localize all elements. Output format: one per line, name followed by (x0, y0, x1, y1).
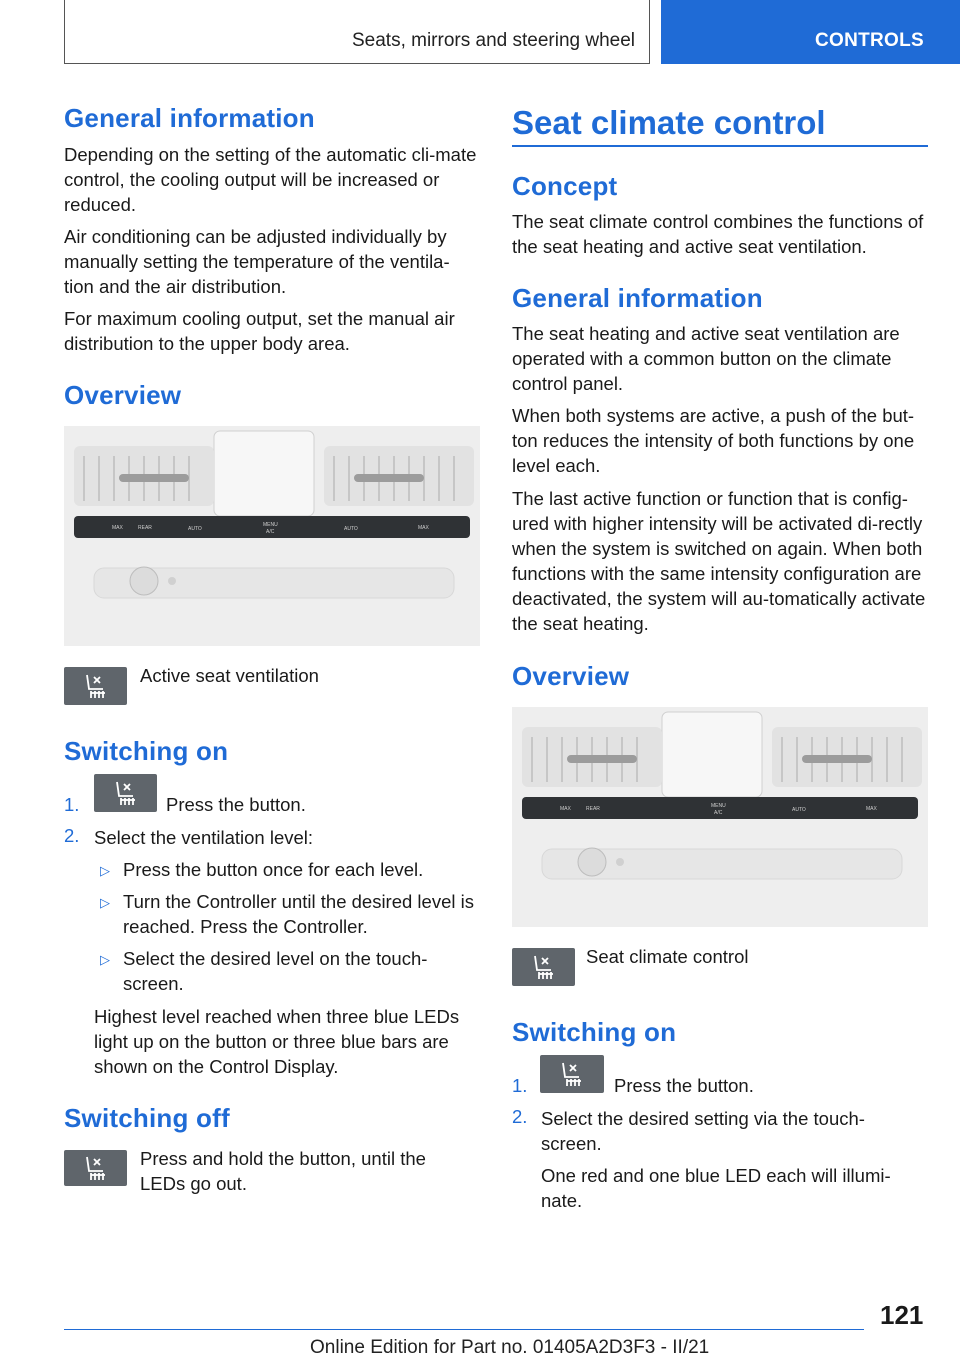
panel-label-ac: A/C (266, 529, 275, 535)
general-paragraph-right-3: The last active function or function that is config-ured with higher intensity will be activated di-rectly when the system is switched on again. When both functions with the same intensity configuration are deactivated, the system will au-tomatically activate the seat heating. (512, 488, 926, 634)
step-2-number: 2. (64, 825, 80, 846)
bullet-1: Press the button once for each level. (123, 859, 424, 880)
general-paragraph-3: For maximum cooling output, set the manual air distribution to the upper body area. (64, 308, 455, 354)
switching-off-heading: Switching off (64, 1103, 230, 1133)
concept-text: The seat climate control combines the functions of the seat heating and active seat ventilation. (512, 211, 924, 257)
step-2-text: Select the ventilation level: (94, 827, 314, 848)
section-title: Seats, mirrors and steering wheel (351, 30, 635, 51)
bullet-marker-2: ▷ (100, 895, 110, 910)
general-information-heading-right: General information (512, 283, 763, 313)
switching-on-heading-right: Switching on (512, 1017, 677, 1047)
panel-label-menu-r: MENU (711, 803, 726, 809)
active-seat-ventilation-caption: Active seat ventilation (140, 665, 319, 686)
step-1-text-right: Press the button. (614, 1075, 754, 1096)
step-1-number: 1. (64, 794, 80, 815)
switching-on-heading: Switching on (64, 736, 229, 766)
climate-panel-illustration (64, 426, 480, 646)
overview-heading: Overview (64, 380, 182, 410)
bullet-marker-3: ▷ (100, 952, 110, 967)
chapter-title: CONTROLS (815, 30, 925, 51)
seat-climate-icon (512, 948, 575, 986)
heading-rule (512, 145, 928, 147)
general-paragraph-1: Depending on the setting of the automatic cli-mate control, the cooling output will be increased or reduced. (64, 144, 477, 215)
concept-heading: Concept (512, 171, 618, 201)
bullet-3: Select the desired level on the touch-screen. (123, 948, 428, 994)
footer-rule (64, 1329, 864, 1330)
footer-edition: Online Edition for Part no. 01405A2D3F3 - II/21 (310, 1337, 710, 1358)
climate-panel-illustration-right (512, 707, 928, 927)
step-1-text: Press the button. (166, 794, 306, 815)
panel-label-max-right-r: MAX (866, 806, 877, 812)
panel-label-max-r: MAX (560, 806, 571, 812)
step-2-number-right: 2. (512, 1106, 528, 1127)
seat-ventilation-button-icon (94, 774, 157, 812)
general-paragraph-right-2: When both systems are active, a push of the but-ton reduces the intensity of both functions by one level each. (512, 405, 915, 476)
bullet-2: Turn the Controller until the desired level is reached. Press the Controller. (123, 891, 474, 937)
panel-label-ac-r: A/C (714, 810, 723, 816)
panel-label-max-right: MAX (418, 525, 429, 531)
panel-label-max: MAX (112, 525, 123, 531)
climate-panel-photo-right (512, 707, 928, 927)
seat-climate-control-heading: Seat climate control (512, 104, 826, 141)
switching-off-text: Press and hold the button, until the LEDs go out. (140, 1148, 426, 1194)
header-chapter-tab (661, 0, 960, 64)
seat-ventilation-icon (64, 667, 127, 705)
step-1-number-right: 1. (512, 1075, 528, 1096)
step-2-text-right: Select the desired setting via the touch-screen. (541, 1108, 865, 1154)
general-paragraph-2: Air conditioning can be adjusted individually by manually setting the temperature of the ventila-tion and the air distribution. (64, 226, 450, 297)
panel-label-menu: MENU (263, 522, 278, 528)
general-paragraph-right-1: The seat heating and active seat ventilation are operated with a common button on the climate control panel. (512, 323, 900, 394)
page-number: 121 (880, 1300, 924, 1330)
general-information-heading: General information (64, 103, 315, 133)
seat-climate-caption: Seat climate control (586, 946, 749, 967)
seat-ventilation-off-icon (64, 1150, 127, 1186)
panel-label-auto-right: AUTO (344, 526, 358, 532)
panel-label-auto-left: AUTO (188, 526, 202, 532)
bullet-marker-1: ▷ (100, 863, 110, 878)
step-2-note-right: One red and one blue LED each will illumi-nate. (541, 1165, 891, 1211)
panel-label-auto-r: AUTO (792, 807, 806, 813)
header-section-box (64, 0, 650, 64)
climate-panel-photo (64, 426, 480, 646)
panel-label-rear: REAR (138, 525, 152, 531)
seat-climate-button-icon (540, 1055, 604, 1093)
level-note: Highest level reached when three blue LEDs light up on the button or three blue bars are shown on the Control Display. (94, 1006, 460, 1077)
panel-label-rear-r: REAR (586, 806, 600, 812)
overview-heading-right: Overview (512, 661, 630, 691)
